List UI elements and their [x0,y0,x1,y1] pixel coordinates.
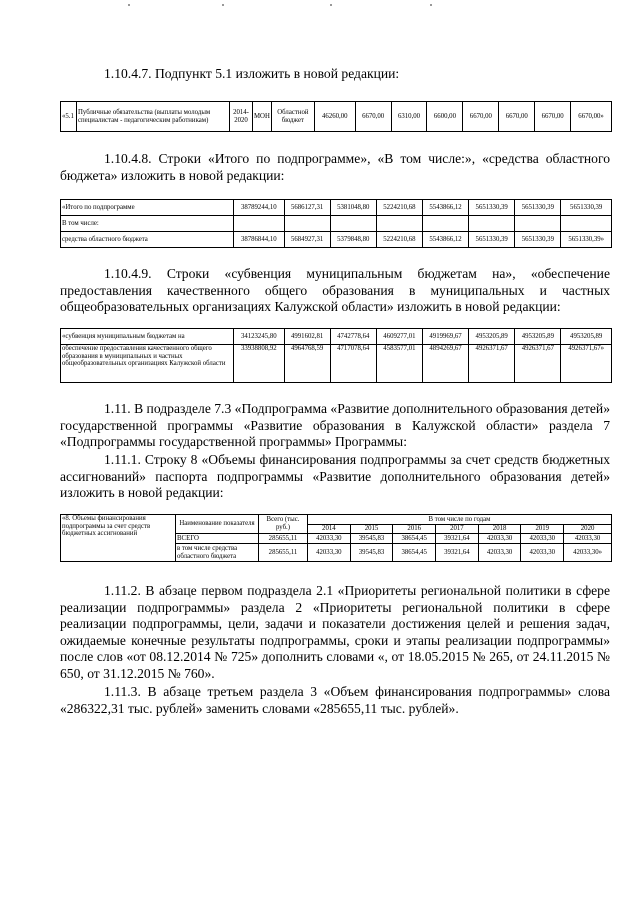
column-header-name: Наименование показателя [176,515,259,534]
table-cell: 42033,30» [564,544,612,562]
paragraph-1-11-1: 1.11.1. Строку 8 «Объемы финансирования подпрограммы за счет средств бюджетных ассигнований» паспорта подпрограммы «Развитие дополнительного образования детей» изложить в новой редакции: [60,452,610,500]
table-cell: ВСЕГО [176,534,259,544]
table-cell: 6670,00» [571,102,612,132]
table-cell: 39321,64 [436,534,479,544]
paragraph-1-10-4-8: 1.10.4.8. Строки «Итого по подпрограмме», «В том числе:», «средства областного бюджета» изложить в новой редакции: [60,151,610,183]
scan-artifacts [0,4,640,10]
table-cell: 6670,00 [535,102,571,132]
table-cell: 4926371,67» [561,345,612,383]
table-cell: 2014-2020 [230,102,253,132]
table-cell [515,216,561,232]
table-cell: 39321,64 [436,544,479,562]
table-cell: 6670,00 [355,102,391,132]
paragraph-1-11: 1.11. В подразделе 7.3 «Подпрограмма «Развитие дополнительного образования детей» государственной программы «Развитие образования в Калужской области» раздела 7 «Подпрограммы государственной программы» Программы: [60,401,611,449]
table-cell: 42033,30 [478,544,521,562]
table-cell [234,216,285,232]
table-cell: 4583577,01 [376,345,422,383]
table-cell: 5224210,68 [376,232,422,248]
table-cell: В том числе: [61,216,234,232]
table-cell: «субвенция муниципальным бюджетам на [61,329,234,345]
table-cell: 5651330,39 [561,200,612,216]
column-header-years: В том числе по годам [308,515,612,525]
table-cell: 5379848,80 [330,232,376,248]
table-cell: 4919969,67 [422,329,468,345]
table-cell [422,216,468,232]
table-cell: 5651330,39 [469,232,515,248]
table-cell: обеспечение предоставления качественного общего образования в муниципальных и частных общеобразовательных организациях Калужской области [61,345,234,383]
table-cell: 4953205,89 [469,329,515,345]
table-funding-volumes [60,514,612,562]
table-cell: 4926371,67 [515,345,561,383]
table-cell: 42033,30 [308,544,351,562]
table-cell: 38654,45 [393,544,436,562]
table-cell: 5651330,39 [515,232,561,248]
table-row [61,329,612,345]
table-cell: 46260,00 [314,102,355,132]
paragraph-1-11-3: 1.11.3. В абзаце третьем раздела 3 «Объем финансирования подпрограммы» слова «286322,31 тыс. рублей» заменить словами «285655,11 тыс. рублей». [60,684,610,716]
table-cell: 285655,11 [259,534,308,544]
table-cell: 5651330,39 [469,200,515,216]
year-header: 2017 [436,525,479,534]
table-cell: 39545,83 [350,544,393,562]
table-cell [469,216,515,232]
table-subvention-rows [60,328,612,383]
table-cell: 5543866,12 [422,200,468,216]
table-cell: 5651330,39» [561,232,612,248]
year-header: 2020 [564,525,612,534]
table-cell: 285655,11 [259,544,308,562]
table-row [61,216,612,232]
table-cell [561,216,612,232]
table-cell: 6310,00 [391,102,427,132]
table-cell: 5686127,31 [284,200,330,216]
table-cell: 5684927,31 [284,232,330,248]
table-cell: 5224210,68 [376,200,422,216]
scan-dot [330,4,332,6]
table-cell: 5543866,12 [422,232,468,248]
year-header: 2016 [393,525,436,534]
funding-row-label: «8. Объемы финансирования подпрограммы за счет средств бюджетных ассигнований [61,515,176,562]
table-cell: 42033,30 [478,534,521,544]
year-header: 2014 [308,525,351,534]
table-cell: Публичные обязательства (выплаты молодым специалистам - педагогическим работникам) [77,102,230,132]
table-cell: 4609277,01 [376,329,422,345]
table-cell: 4953205,89 [515,329,561,345]
table-cell: 38786844,10 [234,232,285,248]
scan-dot [128,4,130,6]
paragraph-1-10-4-7: 1.10.4.7. Подпункт 5.1 изложить в новой редакции: [104,66,400,81]
table-cell: 42033,30 [308,534,351,544]
table-row [61,345,612,383]
table-cell: 34123245,80 [234,329,285,345]
year-header: 2019 [521,525,564,534]
table-cell: 5651330,39 [515,200,561,216]
table-cell: 33938808,92 [234,345,285,383]
table-cell: 38654,45 [393,534,436,544]
table-cell: 6600,00 [427,102,463,132]
table-cell: 42033,30 [564,534,612,544]
table-cell: 4964768,59 [284,345,330,383]
table-row [61,232,612,248]
year-header: 2015 [350,525,393,534]
table-row [61,200,612,216]
table-cell: 4717078,64 [330,345,376,383]
year-header: 2018 [478,525,521,534]
table-cell: 42033,30 [521,534,564,544]
table-cell [284,216,330,232]
scan-dot [430,4,432,6]
table-row [61,102,612,132]
table-row [61,515,612,525]
table-cell [376,216,422,232]
scan-dot [222,4,224,6]
table-cell: 42033,30 [521,544,564,562]
table-cell: «5.1 [61,102,77,132]
table-subitem-5-1 [60,101,612,132]
table-subprogram-totals [60,199,612,248]
table-cell: 39545,83 [350,534,393,544]
table-cell: «Итого по подпрограмме [61,200,234,216]
table-cell: 4926371,67 [469,345,515,383]
table-cell: 4742778,64 [330,329,376,345]
table-cell: Областной бюджет [271,102,314,132]
table-cell: 4953205,89 [561,329,612,345]
table-cell: 5381048,80 [330,200,376,216]
table-cell: 6670,00 [499,102,535,132]
table-cell: МОН [253,102,272,132]
column-header-total: Всего (тыс. руб.) [259,515,308,534]
table-cell: 38789244,10 [234,200,285,216]
paragraph-1-10-4-9: 1.10.4.9. Строки «субвенция муниципальным бюджетам на», «обеспечение предоставления качественного общего образования в муниципальных и частных общеобразовательных организациях Калужской области» изложить в новой редакции: [60,266,610,314]
table-cell: 6670,00 [463,102,499,132]
table-cell [330,216,376,232]
table-cell: в том числе средства областного бюджета [176,544,259,562]
table-cell: 4894269,67 [422,345,468,383]
table-cell: средства областного бюджета [61,232,234,248]
paragraph-1-11-2: 1.11.2. В абзаце первом подраздела 2.1 «Приоритеты региональной политики в сфере реализации подпрограммы» раздела 2 «Приоритеты региональной политики в сфере реализации подпрограммы, цели, задачи и показатели достижения целей и решения задач, ожидаемые конечные результаты подпрограммы, сроки и этапы реализации подпрограммы» после слов «от 08.12.2014 № 725» дополнить словами «, от 18.05.2015 № 265, от 24.11.2015 № 650, от 31.12.2015 № 760». [60,583,610,681]
table-cell: 4991602,81 [284,329,330,345]
